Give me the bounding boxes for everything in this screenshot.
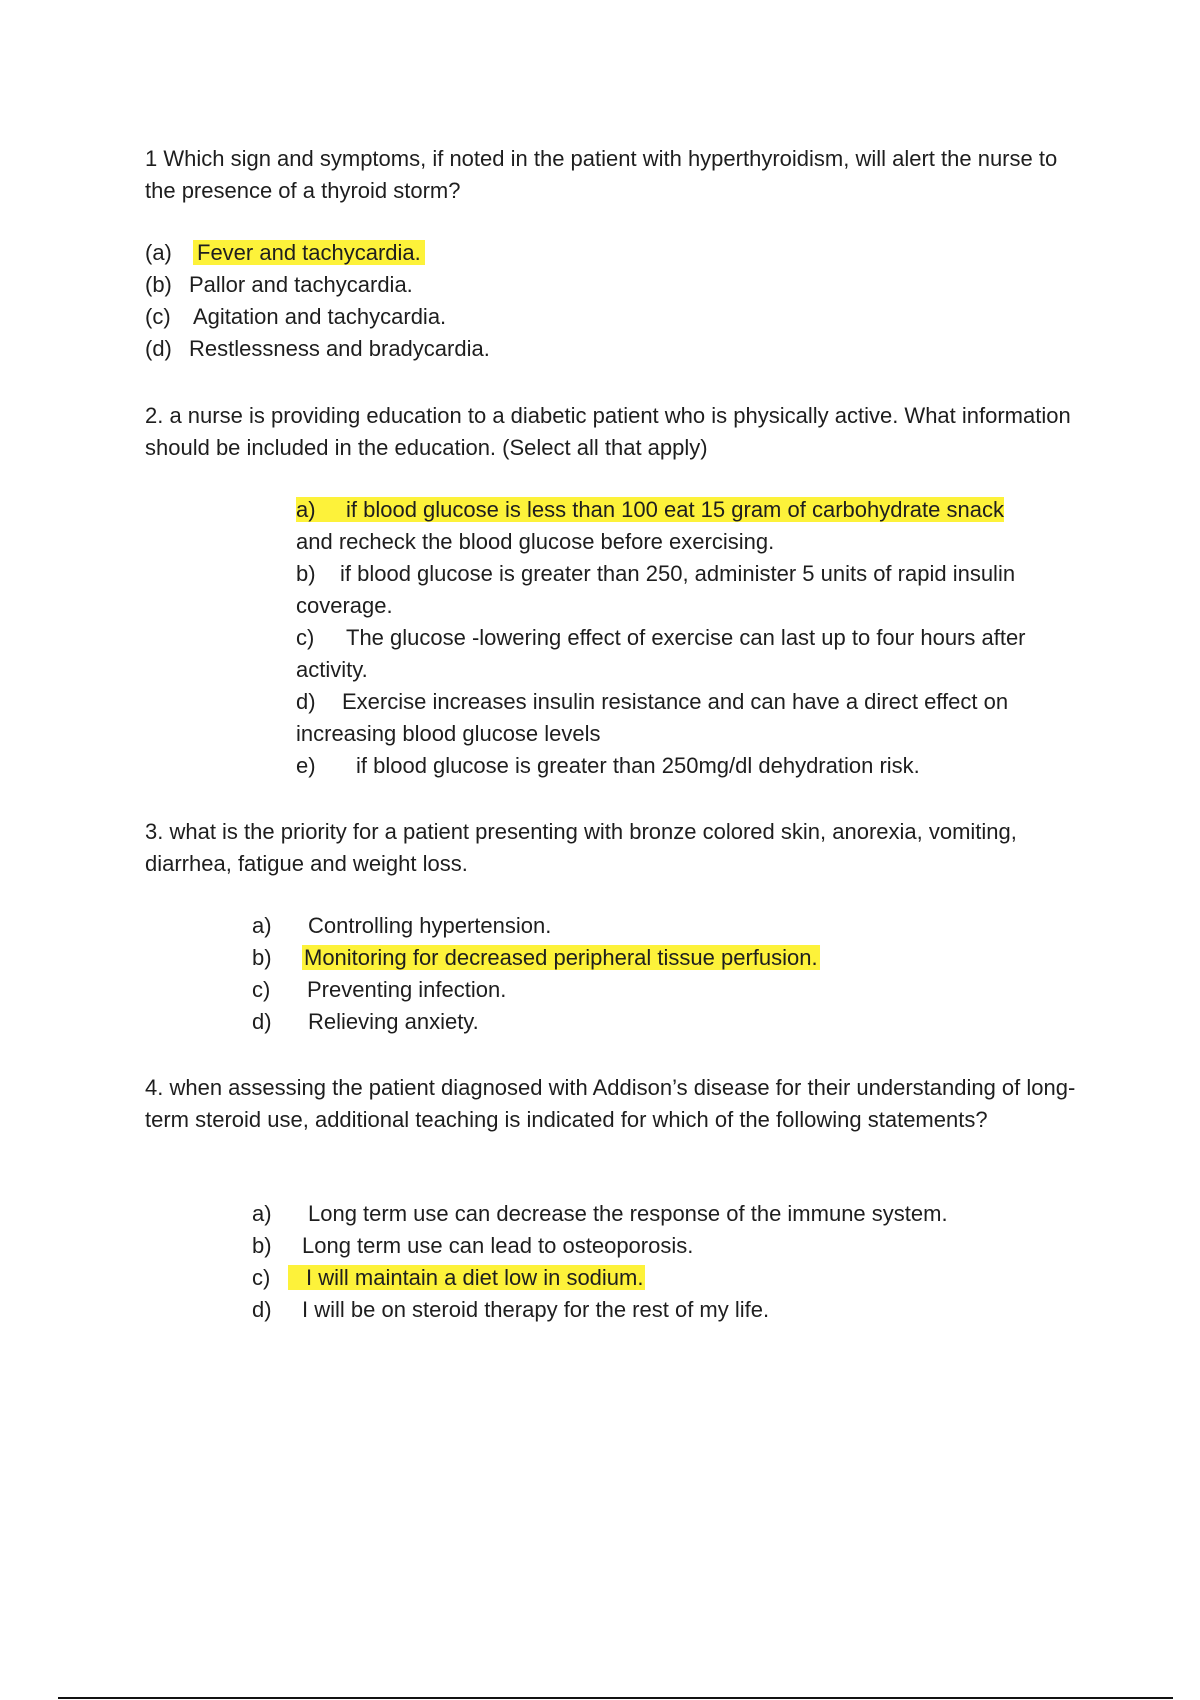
option-marker: c) bbox=[296, 625, 315, 650]
option-marker: a) bbox=[252, 1201, 272, 1226]
option-marker: (a) bbox=[145, 240, 172, 265]
option-text: Pallor and tachycardia. bbox=[189, 272, 413, 297]
option-marker: (b) bbox=[145, 272, 172, 297]
option-2e bbox=[296, 750, 1096, 782]
option-3b bbox=[252, 942, 820, 974]
question-1-options bbox=[145, 237, 1085, 365]
option-text: I will be on steroid therapy for the rest of my life. bbox=[302, 1297, 770, 1322]
option-3d bbox=[252, 1006, 820, 1038]
option-marker: (c) bbox=[145, 304, 171, 329]
question-1 bbox=[145, 143, 1085, 365]
option-3c bbox=[252, 974, 820, 1006]
question-3-options bbox=[252, 910, 820, 1038]
option-marker: e) bbox=[296, 753, 316, 778]
question-2-stem: 2. a nurse is providing education to a diabetic patient who is physically active. What information should be included in the education. (Select all that apply) bbox=[145, 403, 1071, 460]
option-marker: a) bbox=[252, 913, 272, 938]
question-2 bbox=[145, 400, 1085, 778]
option-4b bbox=[252, 1230, 948, 1262]
option-text: Preventing infection. bbox=[307, 977, 507, 1002]
option-text-highlighted: I will maintain a diet low in sodium. bbox=[288, 1265, 645, 1290]
option-text-highlighted: Monitoring for decreased peripheral tissue perfusion. bbox=[304, 945, 818, 970]
question-4-options bbox=[252, 1198, 948, 1326]
option-text: The glucose -lowering effect of exercise can last up to four hours after activity. bbox=[296, 625, 1026, 682]
option-text: Agitation and tachycardia. bbox=[193, 304, 447, 329]
question-3-stem: 3. what is the priority for a patient presenting with bronze colored skin, anorexia, vomiting, diarrhea, fatigue and weight loss. bbox=[145, 819, 1017, 876]
question-4 bbox=[145, 1072, 1085, 1322]
option-text: Restlessness and bradycardia. bbox=[189, 336, 490, 361]
option-2b bbox=[296, 558, 1096, 622]
option-text-highlighted bbox=[296, 497, 1004, 522]
option-text: Long term use can decrease the response of the immune system. bbox=[308, 1201, 948, 1226]
question-1-stem: 1 Which sign and symptoms, if noted in the patient with hyperthyroidism, will alert the nurse to the presence of a thyroid storm? bbox=[145, 146, 1058, 203]
option-marker: c) bbox=[252, 977, 271, 1002]
option-marker: a) bbox=[296, 497, 316, 522]
option-marker: d) bbox=[252, 1009, 272, 1034]
question-4-stem: 4. when assessing the patient diagnosed with Addison’s disease for their understanding of long-term steroid use, additional teaching is indicated for which of the following statements? bbox=[145, 1075, 1076, 1132]
option-1b bbox=[145, 269, 1085, 301]
option-text: Relieving anxiety. bbox=[308, 1009, 479, 1034]
option-marker: d) bbox=[252, 1297, 272, 1322]
option-1a bbox=[145, 237, 1085, 269]
option-2d bbox=[296, 686, 1096, 750]
option-text: if blood glucose is less than 100 eat 15 gram of carbohydrate snack bbox=[346, 497, 1004, 522]
question-3 bbox=[145, 816, 1085, 1034]
question-2-options bbox=[296, 494, 1096, 782]
option-4d bbox=[252, 1294, 948, 1326]
option-text: Controlling hypertension. bbox=[308, 913, 552, 938]
option-marker: b) bbox=[252, 1233, 272, 1258]
option-4a bbox=[252, 1198, 948, 1230]
option-text: if blood glucose is greater than 250, administer 5 units of rapid insulin coverage. bbox=[296, 561, 1016, 618]
option-2c bbox=[296, 622, 1096, 686]
option-4c bbox=[252, 1262, 948, 1294]
option-text: Exercise increases insulin resistance and can have a direct effect on increasing blood glucose levels bbox=[296, 689, 1009, 746]
option-marker: b) bbox=[252, 945, 272, 970]
option-2a bbox=[296, 494, 1096, 558]
option-text: if blood glucose is greater than 250mg/dl dehydration risk. bbox=[356, 753, 920, 778]
option-text-continuation: and recheck the blood glucose before exercising. bbox=[296, 529, 775, 554]
page-bottom-rule bbox=[58, 1697, 1173, 1699]
option-text: Long term use can lead to osteoporosis. bbox=[302, 1233, 694, 1258]
option-marker: c) bbox=[252, 1265, 271, 1290]
option-1d bbox=[145, 333, 1085, 365]
option-1c bbox=[145, 301, 1085, 333]
option-text-highlighted: Fever and tachycardia. bbox=[193, 240, 425, 265]
option-marker: b) bbox=[296, 561, 316, 586]
option-3a bbox=[252, 910, 820, 942]
option-marker: d) bbox=[296, 689, 316, 714]
option-marker: (d) bbox=[145, 336, 172, 361]
